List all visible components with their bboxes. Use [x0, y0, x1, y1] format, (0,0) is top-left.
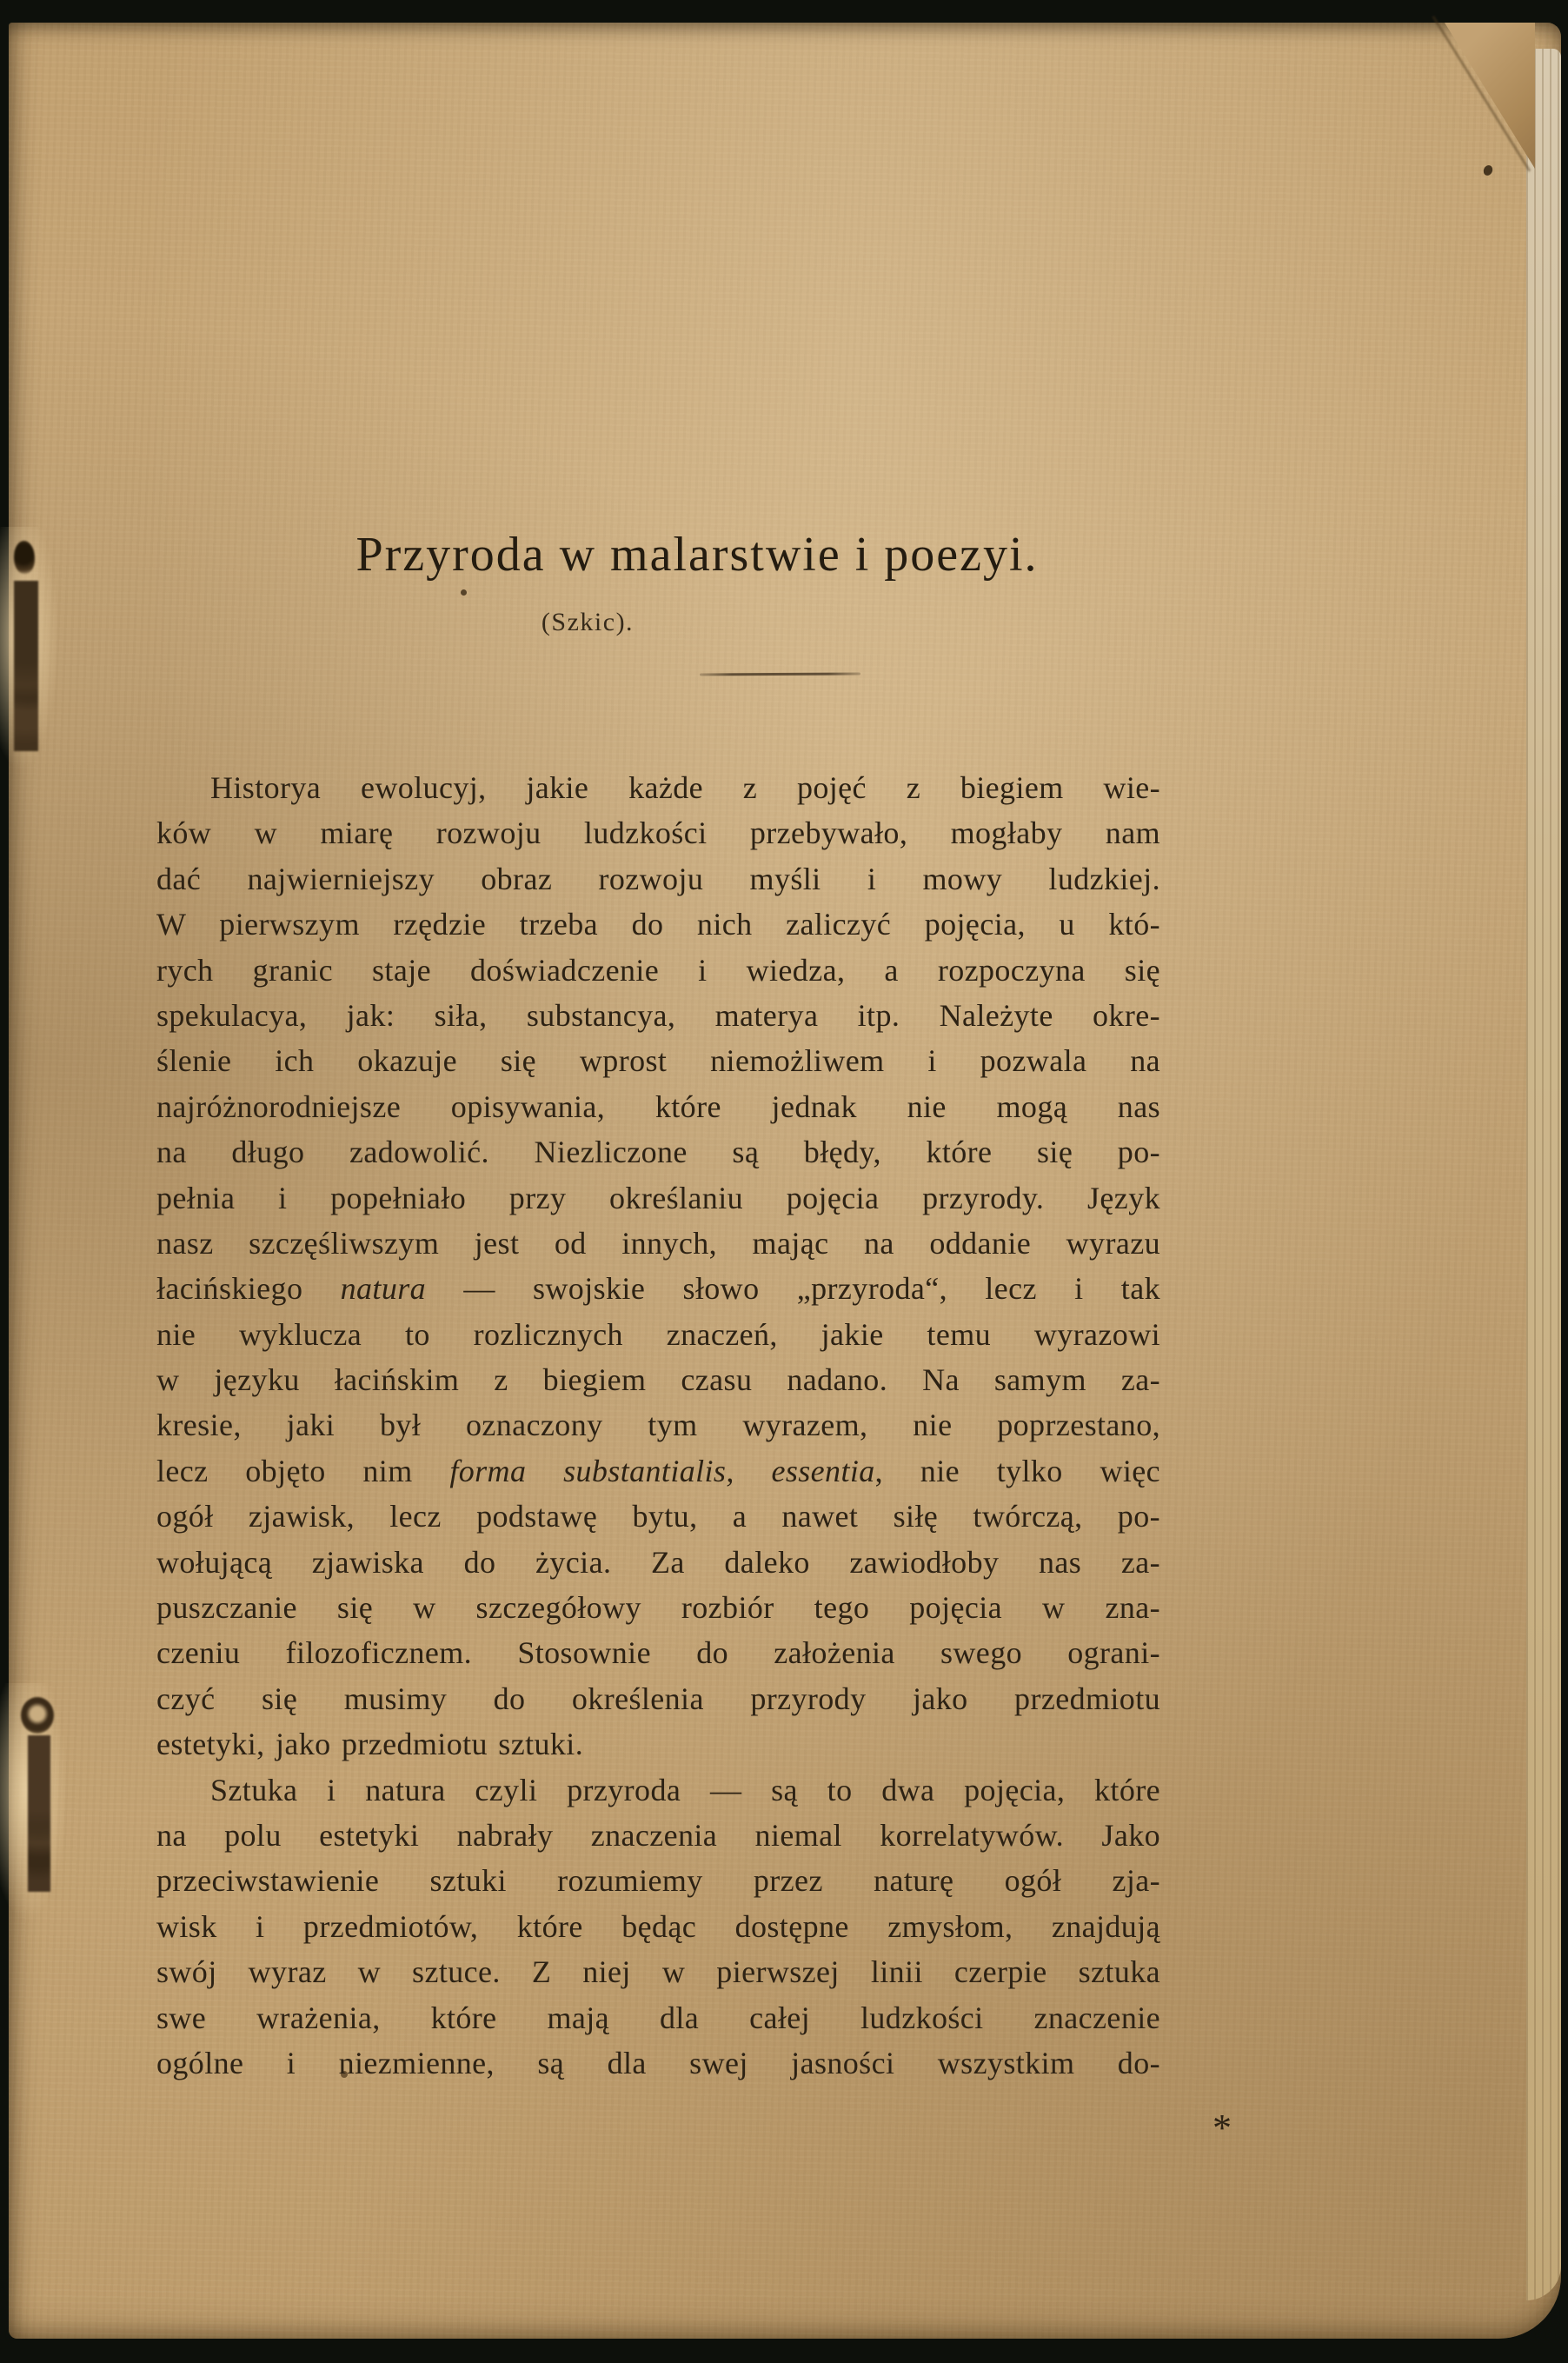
text-line — [156, 948, 1160, 993]
text-segment: puszczanie się w szczegółowy rozbiór tego pojęcia w zna- — [156, 1590, 1160, 1626]
text-line — [156, 1949, 1160, 1994]
footnote-asterisk: * — [1213, 2107, 1232, 2149]
text-segment: wołującą zjawiska do życia. Za daleko zawiodłoby nas za- — [156, 1544, 1160, 1580]
text-segment: czeniu filozoficznem. Stosownie do założenia swego ograni- — [156, 1635, 1160, 1671]
italic-text-segment: forma substantialis, essentia — [449, 1453, 875, 1488]
text-segment: kresie, jaki był oznaczony tym wyrazem, nie poprzestano, — [156, 1408, 1160, 1443]
text-segment: swój wyraz w sztuce. Z niej w pierwszej linii czerpie sztuka — [156, 1954, 1160, 1990]
stain-hole — [21, 1697, 54, 1734]
text-line — [156, 1721, 1160, 1767]
page-subtitle: (Szkic). — [541, 608, 635, 636]
text-line — [156, 1676, 1160, 1721]
stain-blob — [14, 541, 35, 574]
text-line — [156, 1585, 1160, 1630]
text-line — [156, 765, 1160, 810]
text-line — [156, 1084, 1160, 1129]
text-line — [156, 1630, 1160, 1675]
text-segment: Sztuka i natura czyli przyroda — są to dwa pojęcia, które — [210, 1772, 1160, 1807]
text-segment: ków w miarę rozwoju ludzkości przebywało, mogłaby nam — [156, 815, 1160, 851]
text-segment: Historya ewolucyj, jakie każde z pojęć z biegiem wie- — [210, 770, 1160, 805]
text-line — [156, 1402, 1160, 1448]
text-line — [156, 1904, 1160, 1949]
text-segment: na długo zadowolić. Niezliczone są błędy, które się po- — [156, 1135, 1160, 1170]
text-line — [156, 1129, 1160, 1175]
text-line — [156, 1540, 1160, 1585]
text-line — [156, 993, 1160, 1038]
text-segment: dać najwierniejszy obraz rozwoju myśli i mowy ludzkiej. — [156, 861, 1160, 896]
text-segment: ogół zjawisk, lecz podstawę bytu, a nawet siłę twórczą, po- — [156, 1499, 1160, 1534]
text-line — [156, 902, 1160, 947]
text-line — [156, 2040, 1160, 2086]
text-segment: najróżnorodniejsze opisywania, które jednak nie mogą nas — [156, 1088, 1160, 1124]
text-line — [156, 810, 1160, 855]
text-line — [156, 1494, 1160, 1539]
text-line — [156, 1767, 1160, 1813]
text-line — [156, 1813, 1160, 1858]
text-segment: wisk i przedmiotów, które będąc dostępne zmysłom, znajdują — [156, 1908, 1160, 1944]
text-segment: spekulacya, jak: siła, substancya, materya itp. Należyte okre- — [156, 997, 1160, 1033]
text-segment: rych granic staje doświadczenie i wiedza, a rozpoczyna się — [156, 952, 1160, 988]
text-line — [156, 1312, 1160, 1357]
stain-streak — [28, 1735, 50, 1892]
title-divider-rule — [700, 673, 860, 676]
text-segment: lecz objęto nim — [156, 1453, 450, 1488]
text-segment: czyć się musimy do określenia przyrody jako przedmiotu — [156, 1681, 1160, 1716]
text-segment: — swojskie słowo „przyroda“, lecz i tak — [426, 1271, 1160, 1307]
text-line — [156, 1995, 1160, 2040]
text-segment: , nie tylko więc — [874, 1453, 1160, 1488]
binding-stain-upper — [3, 536, 50, 762]
text-line — [156, 1448, 1160, 1494]
text-line — [156, 1858, 1160, 1903]
page-stack-fore-edge — [1526, 49, 1561, 2300]
book-page — [9, 23, 1561, 2339]
italic-text-segment: natura — [340, 1271, 427, 1307]
body-text — [156, 765, 1160, 2086]
text-line — [156, 1266, 1160, 1311]
page-title: Przyroda w malarstwie i poezyi. — [355, 528, 1039, 582]
text-segment: nie wyklucza to rozlicznych znaczeń, jakie temu wyrazowi — [156, 1316, 1160, 1352]
binding-stain-lower — [9, 1692, 59, 1914]
text-line — [156, 856, 1160, 902]
ink-speck — [1482, 163, 1494, 176]
text-segment: W pierwszym rzędzie trzeba do nich zaliczyć pojęcia, u któ- — [156, 907, 1160, 942]
text-segment: pełnia i popełniało przy określaniu pojęcia przyrody. Język — [156, 1180, 1160, 1215]
folded-corner — [1445, 23, 1535, 169]
text-line — [156, 1357, 1160, 1402]
text-segment: przeciwstawienie sztuki rozumiemy przez naturę ogół zja- — [156, 1863, 1160, 1899]
text-segment: estetyki, jako przedmiotu sztuki. — [156, 1727, 584, 1762]
text-segment: w języku łacińskim z biegiem czasu nadano. Na samym za- — [156, 1362, 1160, 1398]
text-line — [156, 1175, 1160, 1221]
text-line — [156, 1221, 1160, 1266]
stain-streak — [14, 581, 38, 751]
text-segment: łacińskiego — [156, 1271, 341, 1307]
text-segment: swe wrażenia, które mają dla całej ludzkości znaczenie — [156, 2000, 1160, 2035]
text-line — [156, 1038, 1160, 1083]
text-segment: nasz szczęśliwszym jest od innych, mając na oddanie wyrazu — [156, 1225, 1160, 1261]
text-segment: na polu estetyki nabrały znaczenia niemal korrelatywów. Jako — [156, 1817, 1160, 1853]
text-segment: ogólne i niezmienne, są dla swej jasności wszystkim do- — [156, 2045, 1160, 2080]
text-segment: ślenie ich okazuje się wprost niemożliwem i pozwala na — [156, 1043, 1160, 1079]
